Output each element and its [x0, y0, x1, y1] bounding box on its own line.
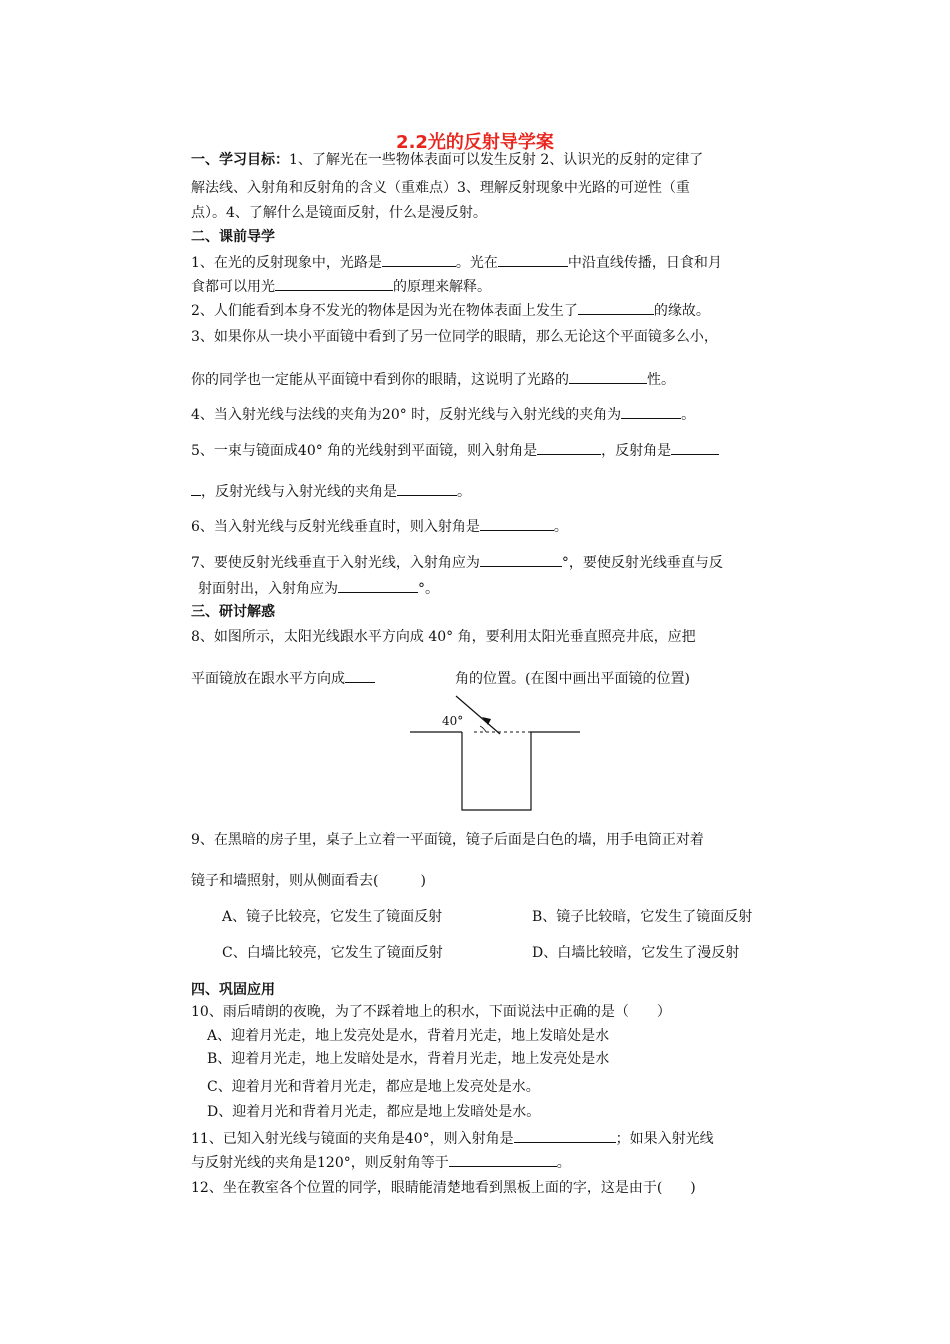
question-9-line-2: 镜子和墙照射，则从侧面看去( ) [191, 873, 426, 889]
question-5-line-1: 5、一束与镜面成40° 角的光线射到平面镜，则入射角是 ，反射角是 [191, 440, 719, 461]
angle-arc [480, 726, 486, 732]
question-3-line-1: 3、如果你从一块小平面镜中看到了另一位同学的眼睛，那么无论这个平面镜多么小， [191, 329, 718, 345]
question-5-line-2: ，反射光线与入射光线的夹角是 。 [191, 481, 471, 502]
question-10-option-b[interactable]: B、迎着月光走，地上发暗处是水，背着月光走，地上发亮处是水 [207, 1051, 610, 1067]
question-3-line-2: 你的同学也一定能从平面镜中看到你的眼睛，这说明了光路的 性。 [191, 369, 675, 390]
well-diagram [400, 690, 590, 820]
option-d[interactable]: D、白墙比较暗，它发生了漫反射 [532, 945, 740, 961]
answer-blank[interactable] [671, 440, 719, 455]
answer-blank[interactable] [569, 369, 647, 384]
question-9-line-1: 9、在黑暗的房子里，桌子上立着一平面镜，镜子后面是白色的墙，用手电筒正对着 [191, 832, 704, 848]
question-8-line-2: 平面镜放在跟水平方向成 角的位置。(在图中画出平面镜的位置) [191, 668, 690, 689]
question-10: 10、雨后晴朗的夜晚，为了不踩着地上的积水，下面说法中正确的是（ ） [191, 1004, 671, 1020]
objectives-line-1: 一、学习目标：1、了解光在一些物体表面可以发生反射 2、认识光的反射的定律了 [191, 152, 704, 168]
answer-blank[interactable] [345, 668, 375, 683]
answer-blank[interactable] [275, 276, 393, 291]
page-title: 2.2光的反射导学案 [396, 132, 554, 153]
answer-blank[interactable] [338, 578, 418, 593]
section-heading-discussion: 三、研讨解惑 [191, 604, 275, 620]
question-7-line-1: 7、要使反射光线垂直于入射光线，入射角应为 °，要使反射光线垂直与反 [191, 552, 723, 573]
answer-blank[interactable] [537, 440, 601, 455]
question-2: 2、人们能看到本身不发光的物体是因为光在物体表面上发生了 的缘故。 [191, 300, 710, 321]
answer-blank[interactable] [621, 404, 681, 419]
question-1-line-1: 1、在光的反射现象中，光路是 。光在 中沿直线传播，日食和月 [191, 252, 722, 273]
objectives-line-2: 解法线、入射角和反射角的含义（重难点）3、理解反射现象中光路的可逆性（重 [191, 180, 690, 196]
answer-blank[interactable] [480, 516, 554, 531]
section-heading-application: 四、巩固应用 [191, 982, 275, 998]
option-c[interactable]: C、白墙比较亮，它发生了镜面反射 [222, 945, 443, 961]
question-12: 12、坐在教室各个位置的同学，眼睛能清楚地看到黑板上面的字，这是由于( ) [191, 1180, 696, 1196]
answer-blank[interactable] [578, 300, 654, 315]
question-7-line-2: 射面射出，入射角应为 °。 [198, 578, 439, 599]
well-shaft [462, 732, 531, 810]
question-10-option-a[interactable]: A、迎着月光走，地上发亮处是水，背着月光走，地上发暗处是水 [207, 1028, 610, 1044]
question-4: 4、当入射光线与法线的夹角为20° 时，反射光线与入射光线的夹角为 。 [191, 404, 695, 425]
question-10-option-c[interactable]: C、迎着月光和背着月光走，都应是地上发亮处是水。 [207, 1079, 540, 1095]
answer-blank[interactable] [449, 1152, 557, 1167]
arrow-head-icon [482, 717, 491, 725]
question-10-option-d[interactable]: D、迎着月光和背着月光走，都应是地上发暗处是水。 [207, 1104, 541, 1120]
answer-blank[interactable] [191, 481, 201, 496]
section-heading-preview: 二、课前导学 [191, 229, 275, 245]
answer-blank[interactable] [514, 1128, 616, 1143]
answer-blank[interactable] [480, 552, 562, 567]
answer-blank[interactable] [498, 252, 568, 267]
question-11-line-2: 与反射光线的夹角是120°，则反射角等于 。 [191, 1152, 571, 1173]
section-heading-objectives: 一、学习目标： [191, 152, 289, 168]
option-b[interactable]: B、镜子比较暗，它发生了镜面反射 [532, 909, 753, 925]
option-a[interactable]: A、镜子比较亮，它发生了镜面反射 [222, 909, 443, 925]
question-1-line-2: 食都可以用光 的原理来解释。 [191, 276, 491, 297]
angle-label: 40° [442, 714, 464, 728]
answer-blank[interactable] [397, 481, 457, 496]
objectives-line-3: 点）。4、了解什么是镜面反射，什么是漫反射。 [191, 205, 487, 221]
answer-blank[interactable] [382, 252, 456, 267]
question-8-line-1: 8、如图所示，太阳光线跟水平方向成 40° 角，要利用太阳光垂直照亮井底，应把 [191, 629, 696, 645]
question-6: 6、当入射光线与反射光线垂直时，则入射角是 。 [191, 516, 568, 537]
question-11-line-1: 11、已知入射光线与镜面的夹角是40°，则入射角是 ；如果入射光线 [191, 1128, 714, 1149]
